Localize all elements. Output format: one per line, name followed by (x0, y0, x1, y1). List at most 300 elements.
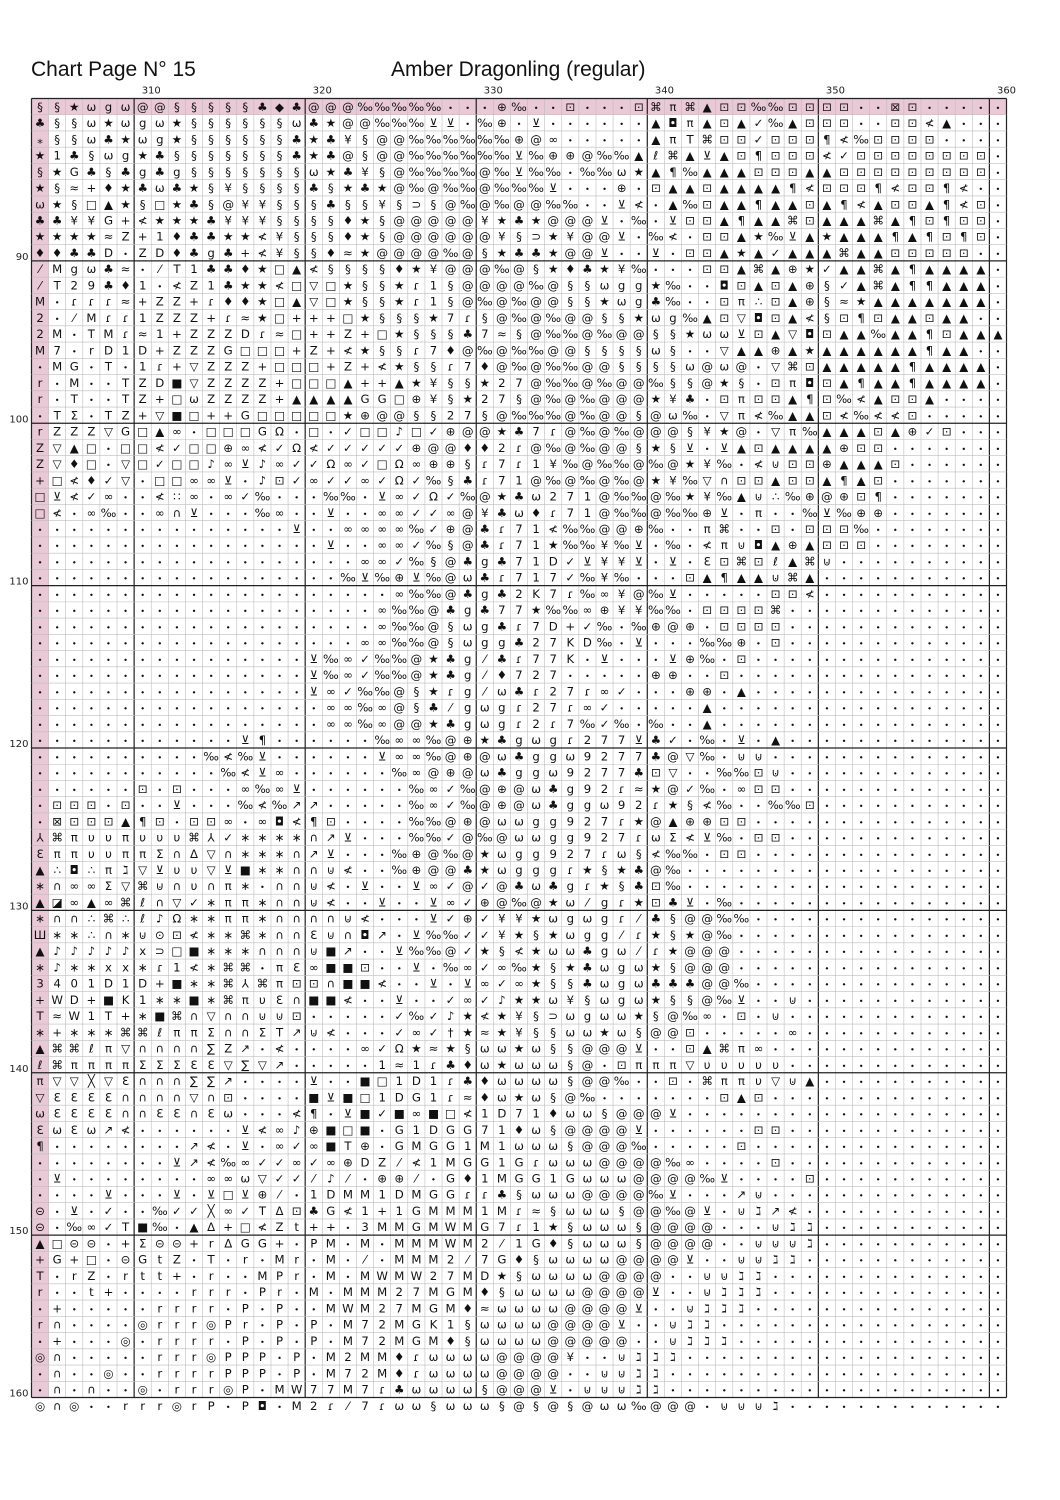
stitch-symbol: • (961, 1060, 967, 1071)
stitch-symbol: • (191, 703, 197, 714)
stitch-symbol: ⁄ (39, 278, 42, 293)
stitch-symbol: § (345, 197, 351, 212)
stitch-symbol: ✓ (821, 262, 832, 277)
stitch-symbol: ⊡ (753, 603, 764, 618)
stitch-symbol: ℷ (653, 1350, 659, 1365)
stitch-symbol: • (174, 671, 180, 682)
stitch-symbol: ‰ (511, 294, 527, 309)
stitch-symbol: ‰ (579, 392, 596, 407)
stitch-symbol: @ (581, 327, 594, 342)
stitch-symbol: • (208, 525, 214, 536)
stitch-symbol: • (841, 638, 847, 649)
stitch-symbol: § (430, 197, 437, 212)
stitch-symbol: 2 (498, 375, 506, 390)
stitch-symbol: ‰ (322, 489, 339, 504)
stitch-symbol: • (242, 606, 248, 617)
stitch-symbol: ⊡ (719, 132, 730, 147)
stitch-symbol: • (841, 914, 847, 925)
stitch-symbol: • (841, 995, 847, 1006)
stitch-symbol: ω (394, 1398, 405, 1413)
stitch-symbol: @ (615, 1301, 628, 1316)
stitch-symbol: • (773, 1271, 778, 1282)
stitch-symbol: Z (189, 327, 199, 342)
stitch-symbol: • (858, 849, 864, 860)
stitch-symbol: ★ (359, 343, 371, 358)
stitch-symbol: ▲ (976, 262, 986, 277)
stitch-symbol: ★ (650, 278, 662, 293)
stitch-symbol: • (910, 622, 915, 633)
stitch-symbol: ▲ (292, 262, 302, 277)
stitch-symbol: • (670, 703, 676, 714)
stitch-symbol: ♣ (479, 570, 491, 585)
stitch-symbol: § (396, 310, 403, 325)
stitch-symbol: 7 (515, 570, 523, 585)
stitch-symbol: ⊡ (890, 457, 901, 472)
stitch-symbol: ‰ (716, 830, 733, 845)
stitch-symbol: π (737, 1041, 745, 1056)
stitch-symbol: g (481, 586, 489, 601)
stitch-symbol: ⁄ (346, 1171, 349, 1186)
stitch-symbol: □ (274, 294, 286, 309)
stitch-symbol: • (807, 1109, 813, 1120)
stitch-symbol: • (978, 135, 984, 146)
stitch-symbol: ⊡ (873, 440, 884, 455)
stitch-symbol: § (447, 294, 454, 309)
stitch-symbol: • (123, 703, 128, 714)
stitch-symbol: @ (461, 505, 474, 520)
stitch-symbol: 1 (532, 538, 540, 553)
stitch-symbol: □ (376, 424, 388, 439)
stitch-symbol: ♣ (445, 651, 456, 666)
stitch-symbol: • (841, 719, 847, 730)
stitch-symbol: @ (718, 944, 731, 959)
stitch-symbol: ‰ (476, 116, 493, 131)
stitch-symbol: ▲ (822, 440, 832, 455)
stitch-symbol: M (411, 1187, 422, 1202)
stitch-symbol: @ (598, 1285, 611, 1300)
stitch-symbol: ♣ (582, 960, 593, 975)
stitch-symbol: ¥ (617, 262, 626, 277)
stitch-symbol: ‰ (836, 505, 852, 520)
stitch-symbol: • (140, 1142, 146, 1153)
stitch-symbol: ■ (325, 944, 337, 959)
stitch-symbol: ★ (684, 927, 696, 942)
stitch-symbol: ★ (359, 213, 371, 228)
stitch-symbol: ω (633, 960, 644, 975)
stitch-symbol: □ (239, 343, 251, 358)
stitch-symbol: 7 (515, 554, 523, 569)
stitch-symbol: § (71, 132, 78, 147)
stitch-symbol: P (224, 1366, 232, 1381)
stitch-symbol: • (875, 671, 881, 682)
stitch-symbol: ‰ (545, 197, 562, 212)
stitch-symbol: ‰ (716, 635, 733, 650)
stitch-symbol: ⊻ (685, 895, 695, 910)
stitch-symbol: • (208, 508, 214, 519)
stitch-symbol: ⊡ (719, 1090, 730, 1105)
stitch-symbol: • (841, 622, 847, 633)
stitch-symbol: □ (120, 440, 132, 455)
stitch-symbol: • (687, 1271, 693, 1282)
stitch-symbol: • (910, 1255, 915, 1266)
stitch-symbol: M (325, 1268, 336, 1283)
stitch-symbol: ɾ (156, 359, 163, 374)
stitch-symbol: • (225, 703, 231, 714)
stitch-symbol: • (328, 1012, 334, 1023)
stitch-symbol: ω (291, 116, 302, 131)
stitch-symbol: ∩ (309, 911, 319, 926)
stitch-symbol: • (123, 492, 128, 503)
stitch-symbol: M (394, 1268, 405, 1283)
stitch-symbol: • (824, 1336, 830, 1347)
stitch-symbol: • (790, 622, 796, 633)
stitch-symbol: • (910, 719, 915, 730)
stitch-symbol: + (291, 310, 302, 325)
stitch-symbol: ■ (342, 960, 354, 975)
stitch-symbol: ⊍ (771, 765, 780, 780)
stitch-symbol: ▲ (890, 262, 900, 277)
stitch-symbol: ∗ (257, 862, 268, 877)
stitch-symbol: ‰ (494, 132, 510, 147)
stitch-symbol: • (106, 1271, 111, 1282)
stitch-symbol: ⊍ (685, 1301, 695, 1316)
stitch-symbol: • (653, 1304, 659, 1315)
stitch-symbol: ¥ (600, 554, 609, 569)
stitch-symbol: ♣ (137, 181, 148, 196)
stitch-symbol: • (174, 752, 180, 763)
stitch-symbol: • (721, 865, 727, 876)
stitch-symbol: ⊡ (223, 1090, 234, 1105)
stitch-symbol: @ (581, 213, 594, 228)
stitch-symbol: ▲ (873, 229, 883, 244)
stitch-symbol: ¶ (874, 181, 882, 196)
stitch-symbol: ‰ (237, 798, 254, 813)
stitch-symbol: @ (667, 1236, 679, 1251)
stitch-symbol: § (191, 148, 197, 163)
stitch-symbol: • (790, 963, 796, 974)
stitch-symbol: • (944, 102, 950, 113)
stitch-symbol: • (379, 849, 385, 860)
stitch-symbol: ⌘ (752, 262, 765, 277)
stitch-symbol: @ (615, 1155, 628, 1170)
stitch-symbol: • (157, 557, 163, 568)
stitch-symbol: ✓ (240, 489, 251, 504)
stitch-symbol: • (157, 1158, 163, 1169)
stitch-symbol: ✓ (325, 440, 336, 455)
stitch-symbol: • (944, 849, 950, 860)
stitch-symbol: • (927, 443, 932, 454)
stitch-symbol: ♣ (633, 862, 644, 877)
stitch-symbol: ≮ (137, 213, 148, 228)
stitch-symbol: @ (496, 830, 508, 845)
stitch-symbol: ω (565, 944, 576, 959)
stitch-symbol: • (88, 703, 94, 714)
stitch-symbol: • (978, 1158, 984, 1169)
stitch-symbol: • (961, 1190, 967, 1201)
stitch-symbol: ★ (496, 245, 508, 260)
stitch-symbol: • (910, 1125, 915, 1136)
stitch-symbol: • (140, 492, 146, 503)
stitch-symbol: ∞ (702, 1009, 713, 1024)
stitch-symbol: • (208, 638, 214, 649)
stitch-symbol: § (652, 1009, 659, 1024)
stitch-symbol: g (566, 798, 575, 813)
stitch-symbol: • (978, 1304, 984, 1315)
stitch-symbol: @ (478, 181, 491, 196)
stitch-symbol: @ (478, 781, 491, 796)
stitch-symbol: • (123, 1206, 128, 1217)
stitch-symbol: • (790, 508, 796, 519)
stitch-symbol: P (241, 1350, 249, 1365)
stitch-symbol: • (995, 963, 1001, 974)
stitch-symbol: ℷ (789, 1220, 796, 1235)
stitch-symbol: • (123, 1304, 128, 1315)
stitch-symbol: ⊍ (617, 1366, 626, 1381)
stitch-symbol: 2 (446, 1252, 455, 1267)
stitch-symbol: • (54, 1158, 60, 1169)
stitch-symbol: • (37, 703, 43, 714)
stitch-symbol: ∞ (411, 733, 422, 748)
stitch-symbol: g (463, 668, 472, 683)
stitch-symbol: • (704, 1125, 710, 1136)
stitch-symbol: ⊡ (907, 99, 918, 114)
stitch-symbol: ω (479, 1333, 490, 1348)
stitch-symbol: ⊻ (446, 116, 455, 131)
stitch-symbol: ‰ (699, 749, 716, 764)
stitch-symbol: • (824, 995, 830, 1006)
stitch-symbol: § (533, 1252, 540, 1267)
stitch-symbol: ⊡ (685, 245, 695, 260)
stitch-symbol: ⊻ (668, 586, 678, 601)
stitch-symbol: • (738, 1174, 744, 1185)
stitch-symbol: ⌘ (872, 278, 885, 293)
stitch-symbol: ♦ (479, 359, 491, 374)
stitch-symbol: ★ (633, 895, 644, 910)
stitch-symbol: + (171, 327, 182, 342)
stitch-symbol: • (910, 801, 915, 812)
stitch-symbol: • (208, 719, 214, 730)
stitch-symbol: @ (735, 424, 748, 439)
stitch-symbol: • (157, 768, 163, 779)
stitch-symbol: @ (701, 976, 714, 991)
stitch-symbol: r (242, 1252, 248, 1267)
stitch-symbol: • (242, 1109, 248, 1120)
stitch-symbol: ‰ (545, 392, 562, 407)
stitch-symbol: • (277, 492, 282, 503)
stitch-symbol: ▽ (189, 1090, 199, 1105)
stitch-symbol: • (944, 135, 950, 146)
stitch-symbol: • (756, 1012, 761, 1023)
stitch-symbol: ‰ (716, 895, 733, 910)
stitch-symbol: ⊻ (394, 992, 404, 1007)
stitch-symbol: ▲ (668, 814, 678, 829)
stitch-symbol: § (54, 99, 61, 114)
stitch-symbol: ▲ (771, 473, 781, 488)
stitch-symbol: ¶ (669, 164, 677, 179)
stitch-symbol: ▲ (839, 262, 849, 277)
stitch-symbol: @ (615, 1285, 628, 1300)
stitch-symbol: • (978, 411, 984, 422)
stitch-symbol: ∞ (223, 489, 234, 504)
stitch-symbol: § (550, 976, 557, 991)
stitch-symbol: G (480, 1155, 490, 1170)
stitch-symbol: • (961, 492, 967, 503)
stitch-symbol: ∩ (155, 1041, 165, 1056)
stitch-symbol: @ (632, 457, 645, 472)
stitch-symbol: ▲ (839, 327, 849, 342)
stitch-symbol: ⊡ (787, 148, 798, 163)
stitch-symbol: ⌘ (51, 1057, 64, 1072)
stitch-symbol: ω (685, 359, 695, 374)
stitch-symbol: † (447, 1025, 454, 1040)
stitch-symbol: ⊡ (702, 603, 713, 618)
stitch-symbol: • (756, 589, 761, 600)
stitch-symbol: ω (445, 1350, 456, 1365)
stitch-symbol: ‰ (579, 716, 596, 731)
stitch-symbol: • (687, 1353, 693, 1364)
stitch-symbol: ▲ (873, 197, 883, 212)
stitch-symbol: ♦ (342, 213, 354, 228)
stitch-symbol: ‰ (340, 570, 356, 585)
stitch-symbol: □ (291, 375, 303, 390)
stitch-symbol: ▲ (856, 473, 866, 488)
stitch-symbol: • (961, 719, 967, 730)
stitch-symbol: 2 (515, 586, 523, 601)
stitch-symbol: ▲ (753, 245, 763, 260)
stitch-symbol: • (875, 1255, 881, 1266)
stitch-symbol: ∗ (257, 927, 268, 942)
stitch-symbol: ∩ (309, 830, 319, 845)
stitch-symbol: 1 (53, 148, 61, 163)
stitch-symbol: ω (531, 1187, 542, 1202)
stitch-symbol: @ (478, 197, 491, 212)
stitch-symbol: • (294, 736, 300, 747)
stitch-symbol: Z (224, 327, 233, 342)
stitch-symbol: • (345, 1012, 351, 1023)
stitch-symbol: Ɛ (275, 992, 284, 1007)
stitch-symbol: • (71, 1369, 77, 1380)
stitch-symbol: • (362, 784, 368, 795)
stitch-symbol: ¶ (754, 197, 763, 212)
stitch-symbol: ▲ (35, 862, 45, 877)
stitch-symbol: ⊻ (292, 781, 301, 796)
stitch-symbol: • (790, 1093, 796, 1104)
stitch-symbol: • (910, 589, 915, 600)
stitch-symbol: ♣ (496, 619, 508, 634)
stitch-symbol: @ (444, 570, 457, 585)
stitch-symbol: • (721, 1239, 727, 1250)
stitch-symbol: ¥ (498, 927, 506, 942)
stitch-symbol: • (978, 1028, 984, 1039)
stitch-symbol: ♣ (513, 749, 525, 764)
stitch-symbol: ∩ (189, 1106, 199, 1121)
stitch-symbol: ω (514, 1285, 524, 1300)
stitch-symbol: ω (479, 765, 490, 780)
stitch-symbol: r (88, 343, 94, 358)
stitch-symbol: 7 (549, 668, 557, 683)
stitch-symbol: • (311, 719, 317, 730)
stitch-symbol: • (978, 1125, 984, 1136)
stitch-symbol: • (653, 216, 659, 227)
stitch-symbol: ‰ (494, 262, 510, 277)
stitch-symbol: • (294, 557, 300, 568)
stitch-symbol: • (978, 1271, 984, 1282)
stitch-symbol: ✓ (839, 148, 849, 163)
stitch-symbol: + (35, 1252, 45, 1267)
stitch-symbol: ♣ (479, 603, 491, 618)
stitch-symbol: • (910, 865, 915, 876)
stitch-symbol: ω (531, 781, 542, 796)
stitch-symbol: • (653, 573, 659, 584)
stitch-symbol: ‰ (100, 505, 117, 520)
stitch-symbol: r (140, 1398, 146, 1413)
stitch-symbol: • (773, 963, 778, 974)
stitch-symbol: • (619, 1093, 625, 1104)
stitch-symbol: ⊻ (377, 895, 387, 910)
stitch-symbol: • (824, 1109, 830, 1120)
stitch-symbol: ♣ (171, 181, 183, 196)
stitch-symbol: ▲ (942, 294, 952, 309)
stitch-symbol: • (174, 719, 180, 730)
stitch-symbol: π (669, 1057, 677, 1072)
stitch-symbol: M (428, 1220, 439, 1235)
stitch-symbol: G (411, 1203, 421, 1218)
stitch-symbol: • (379, 963, 385, 974)
stitch-symbol: ɾ (498, 570, 505, 585)
stitch-symbol: + (206, 408, 217, 423)
stitch-symbol: ω (599, 992, 610, 1007)
stitch-symbol: ∴ (87, 911, 96, 926)
stitch-symbol: @ (444, 733, 457, 748)
stitch-symbol: • (858, 898, 864, 909)
stitch-symbol: ▲ (976, 327, 986, 342)
stitch-symbol: • (910, 963, 915, 974)
stitch-symbol: Z (241, 392, 250, 407)
stitch-symbol: • (140, 768, 146, 779)
stitch-symbol: • (978, 1401, 984, 1412)
stitch-symbol: ¶ (138, 814, 147, 829)
stitch-symbol: • (944, 573, 950, 584)
stitch-symbol: ∩ (172, 505, 182, 520)
stitch-symbol: ‰ (545, 164, 562, 179)
stitch-symbol: ♣ (650, 911, 662, 926)
stitch-symbol: ♣ (154, 148, 166, 163)
stitch-symbol: • (807, 1385, 813, 1396)
stitch-symbol: • (961, 606, 967, 617)
stitch-symbol: ⊻ (241, 457, 250, 472)
stitch-symbol: Z (36, 440, 45, 455)
stitch-symbol: • (807, 1353, 813, 1364)
stitch-symbol: ‰ (562, 197, 579, 212)
stitch-symbol: • (71, 525, 77, 536)
stitch-symbol: ⊻ (719, 440, 729, 455)
stitch-symbol: § (498, 1285, 505, 1300)
stitch-symbol: ⊻ (668, 554, 678, 569)
stitch-symbol: • (756, 865, 761, 876)
stitch-symbol: ⊡ (890, 116, 901, 131)
stitch-symbol: ♦ (547, 1106, 559, 1121)
stitch-symbol: • (277, 719, 282, 730)
stitch-symbol: 7 (600, 814, 609, 829)
stitch-symbol: ■ (359, 1106, 371, 1121)
stitch-symbol: M (360, 1301, 371, 1316)
stitch-symbol: ▽ (788, 327, 798, 342)
stitch-symbol: ¶ (310, 814, 318, 829)
stitch-symbol: ⊡ (787, 586, 798, 601)
stitch-symbol: ∞ (394, 586, 405, 601)
stitch-symbol: ‰ (442, 927, 459, 942)
stitch-symbol: ∞ (394, 538, 405, 553)
